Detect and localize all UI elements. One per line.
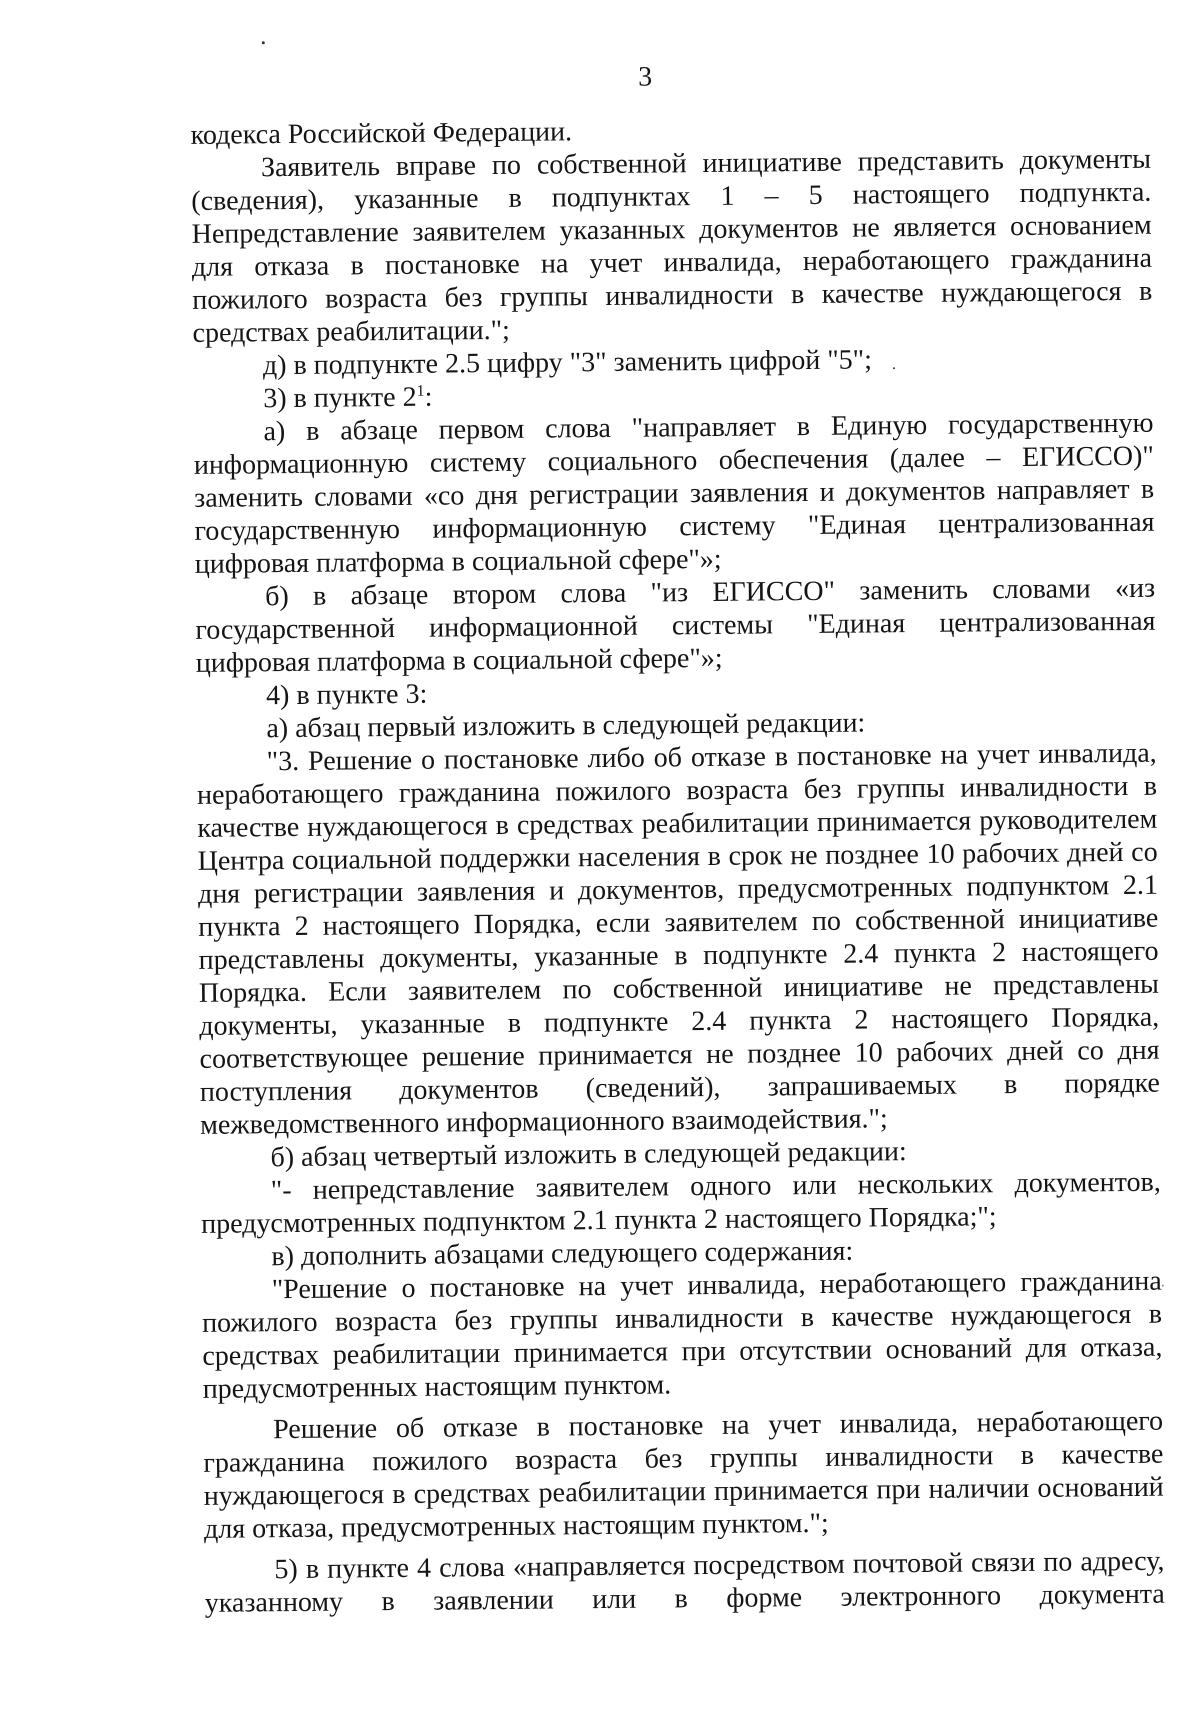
paragraph-item-v-supplement: в) дополнить абзацами следующего содержания:: [271, 1235, 854, 1273]
paragraph-item-d: д) в подпункте 2.5 цифру "3" заменить цифрой "5";: [262, 344, 873, 382]
paragraph-item-b-egisso: б) в абзаце втором слова "из ЕГИССО" заменить словами «из государственной информационной системы "Единая централизованная цифровая платформа в социальной сфере"»;: [195, 572, 1156, 679]
paragraph-decision-3: "3. Решение о постановке либо об отказе в постановке на учет инвалида, неработающего гражданина пожилого возраста без группы инвалидности в качестве нуждающегося в средствах реабилитации принимается руководителем Центра социальной поддержки населения в срок не позднее 10 рабочих дней со дня регистрации заявления и документов, предусмотренных подпунктом 2.1 пункта 2 настоящего Порядка, если заявителем по собственной инициативе представлены документы, указанные в подпункте 2.4 пункта 2 настоящего Порядка. Если заявителем по собственной инициативе не представлены документы, указанные в подпункте 2.4 пункта 2 настоящего Порядка, соответствующее решение принимается не позднее 10 рабочих дней со дня поступления документов (сведений), запрашиваемых в порядке межведомственного информационного взаимодействия.";: [196, 737, 1160, 1141]
paragraph-decision-refuse: Решение об отказе в постановке на учет инвалида, неработающего гражданина пожилого возраста без группы инвалидности в качестве нуждающегося в средствах реабилитации принимается при наличии оснований для отказа, предусмотренных настоящим пунктом.";: [203, 1405, 1164, 1545]
paragraph-point-4: 4) в пункте 3:: [265, 678, 428, 712]
paragraph-decision-accept: "Решение о постановке на учет инвалида, неработающего гражданина пожилого возраста без группы инвалидности в качестве нуждающегося в средствах реабилитации принимается при отсутствии оснований для отказа, предусмотренных настоящим пунктом.: [201, 1265, 1163, 1405]
paragraph-continuation: кодекса Российской Федерации.: [190, 116, 573, 151]
superscript-one: 1: [416, 382, 425, 400]
paragraph-item-a-egisso: а) в абзаце первом слова "направляет в Единую государственную информационную систему социального обеспечения (далее – ЕГИССО)" заменить словами «со дня регистрации заявления и документов направляет в государственную информационную систему "Единая централизованная цифровая платформа в социальной сфере"»;: [193, 407, 1155, 580]
page-number: 3: [638, 61, 653, 93]
paragraph-point-3-colon: :: [424, 381, 433, 413]
scan-speck: [262, 41, 265, 44]
paragraph-item-b-fourth: б) абзац четвертый изложить в следующей редакции:: [270, 1136, 907, 1174]
scan-speck: [1162, 1285, 1164, 1287]
paragraph-non-submission: "- непредставление заявителем одного или нескольких документов, предусмотренных подпунктом 2.1 пункта 2 настоящего Порядка;";: [201, 1166, 1161, 1240]
paragraph-point-3-text: 3) в пункте 2: [263, 381, 417, 415]
paragraph-applicant-right: Заявитель вправе по собственной инициативе представить документы (сведения), указанные в подпунктах 1 – 5 настоящего подпункта. Непредставление заявителем указанных документов не является основанием для отказа в постановке на учет инвалида, неработающего гражданина пожилого возраста без группы инвалидности в качестве нуждающегося в средствах реабилитации.";: [191, 143, 1153, 349]
document-body: [191, 110, 1165, 1620]
paragraph-item-a-first: а) абзац первый изложить в следующей редакции:: [266, 707, 866, 745]
scan-speck: [893, 367, 895, 369]
paragraph-point-5: 5) в пункте 4 слова «направляется посредством почтовой связи по адресу, указанному в заявлении или в форме электронного документа: [204, 1545, 1165, 1619]
